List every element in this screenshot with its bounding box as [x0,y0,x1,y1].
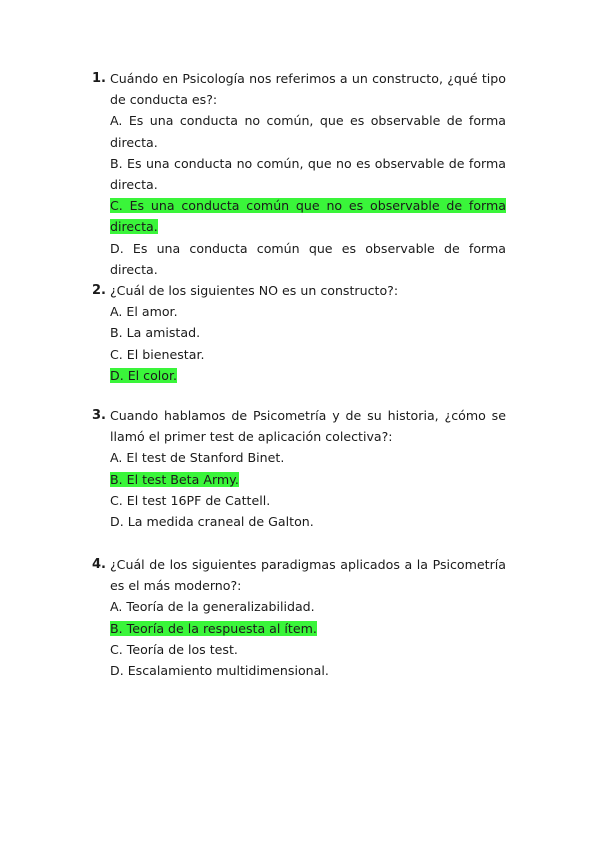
option-d [110,511,506,532]
option-c [110,195,506,237]
question-1 [92,68,506,280]
options-list [92,447,506,532]
option-text: B. Teoría de la respuesta al ítem. [110,620,317,636]
question-4 [92,554,506,681]
option-text: C. El test 16PF de Cattell. [110,492,271,508]
option-d [110,660,506,681]
option-text: A. El amor. [110,304,178,320]
question-number: 1. [92,71,106,86]
option-c [110,490,506,511]
option-a [110,596,506,617]
option-text: A. Teoría de la generalizabilidad. [110,599,315,615]
question-header [92,554,506,596]
option-c [110,344,506,365]
option-a [110,447,506,468]
option-text: D. Escalamiento multidimensional. [110,663,329,679]
question-header [92,68,506,110]
option-text: D. La medida craneal de Galton. [110,514,314,530]
options-list [92,301,506,386]
option-text: A. El test de Stanford Binet. [110,450,285,466]
option-d [110,365,506,386]
question-3 [92,405,506,532]
question-header [92,280,506,301]
option-a [110,110,506,152]
option-b [110,322,506,343]
question-text: ¿Cuál de los siguientes NO es un constructo?: [110,283,399,298]
option-text: C. Teoría de los test. [110,641,238,657]
option-b [110,153,506,195]
question-number: 3. [92,408,106,423]
option-d [110,238,506,280]
option-text: B. La amistad. [110,325,201,341]
option-b [110,618,506,639]
option-b [110,469,506,490]
option-text: C. El bienestar. [110,346,205,362]
question-text: Cuándo en Psicología nos referimos a un constructo, ¿qué tipo de conducta es?: [110,71,506,108]
option-text: B. Es una conducta no común, que no es observable de forma directa. [110,155,506,193]
question-number: 4. [92,557,106,572]
option-c [110,639,506,660]
question-text: Cuando hablamos de Psicometría y de su historia, ¿cómo se llamó el primer test de aplicación colectiva?: [110,408,506,445]
options-list [92,110,506,280]
option-a [110,301,506,322]
question-text: ¿Cuál de los siguientes paradigmas aplicados a la Psicometría es el más moderno?: [110,557,506,594]
options-list [92,596,506,681]
option-text: D. El color. [110,367,178,383]
option-text: D. Es una conducta común que es observable de forma directa. [110,240,506,277]
option-text: C. Es una conducta común que no es observable de forma directa. [110,198,506,235]
question-header [92,405,506,447]
option-text: A. Es una conducta no común, que es observable de forma directa. [110,113,506,150]
question-2 [92,280,506,386]
question-number: 2. [92,283,106,298]
option-text: B. El test Beta Army. [110,471,239,487]
